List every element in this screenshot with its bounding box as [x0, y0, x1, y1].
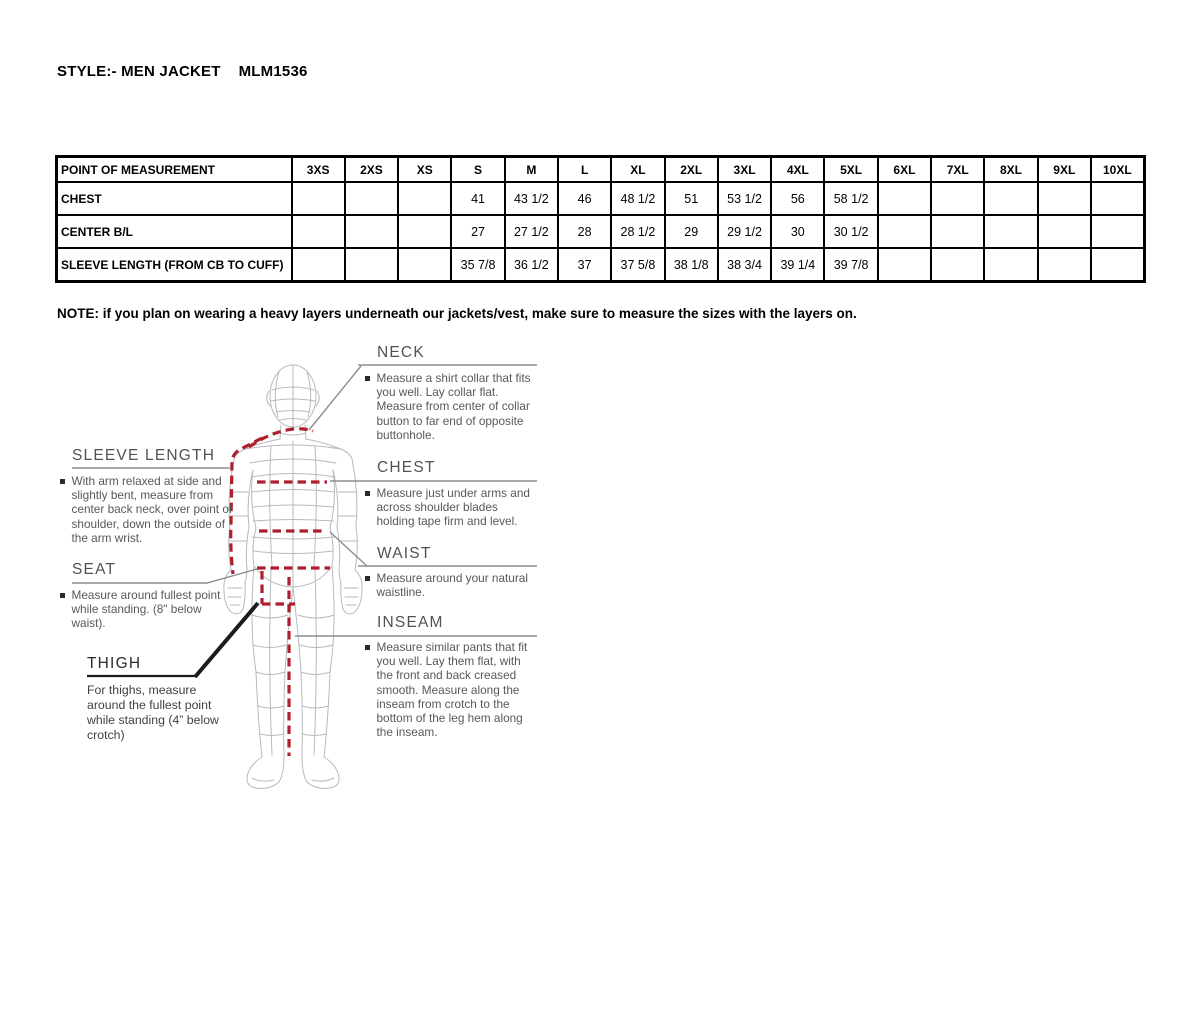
neck-label: NECK [377, 344, 425, 361]
waist-desc: Measure around your natural waistline. [365, 571, 537, 599]
size-column-header: 7XL [931, 157, 984, 183]
size-column-header: L [558, 157, 611, 183]
size-value-cell: 30 [771, 215, 824, 248]
size-value-cell: 51 [665, 182, 718, 215]
size-column-header: M [505, 157, 558, 183]
seat-label: SEAT [72, 561, 117, 578]
measurement-row-label: SLEEVE LENGTH (FROM CB TO CUFF) [57, 248, 292, 282]
bullet-icon [60, 593, 65, 598]
style-code: MLM1536 [238, 63, 308, 80]
waist-connector-line [330, 532, 367, 566]
size-value-cell: 29 1/2 [718, 215, 771, 248]
size-value-cell: 41 [451, 182, 504, 215]
size-column-header: 2XL [665, 157, 718, 183]
size-column-header: 6XL [878, 157, 931, 183]
thigh-label: THIGH [87, 655, 142, 672]
bullet-icon [365, 376, 370, 381]
size-value-cell: 37 5/8 [611, 248, 664, 282]
sleeve-length-label: SLEEVE LENGTH [72, 447, 216, 464]
size-column-header: 4XL [771, 157, 824, 183]
size-column-header: 3XS [292, 157, 345, 183]
size-value-cell: 36 1/2 [505, 248, 558, 282]
size-value-cell: 56 [771, 182, 824, 215]
size-column-header: XL [611, 157, 664, 183]
size-value-cell: 35 7/8 [451, 248, 504, 282]
size-column-header: S [451, 157, 504, 183]
size-column-header: 10XL [1091, 157, 1144, 183]
style-label: STYLE:- MEN JACKET [57, 63, 221, 80]
chest-desc: Measure just under arms and across shoulder blades holding tape firm and level. [365, 486, 537, 529]
inseam-label: INSEAM [377, 614, 444, 631]
size-value-cell: 43 1/2 [505, 182, 558, 215]
thigh-desc: For thighs, measure around the fullest point while standing (4” below crotch) [87, 683, 219, 742]
bullet-icon [365, 576, 370, 581]
measurement-row-label: CENTER B/L [57, 215, 292, 248]
size-value-cell: 53 1/2 [718, 182, 771, 215]
bullet-icon [365, 491, 370, 496]
size-value-cell: 38 3/4 [718, 248, 771, 282]
seat-desc: Measure around fullest point while standing. (8" below waist). [60, 588, 222, 631]
neck-desc: Measure a shirt collar that fits you well. Lay collar flat. Measure from center of collar button to far end of opposite buttonhole. [365, 371, 537, 442]
size-value-cell: 28 [558, 215, 611, 248]
size-value-cell: 27 [451, 215, 504, 248]
size-value-cell: 29 [665, 215, 718, 248]
size-column-header: XS [398, 157, 451, 183]
waist-label: WAIST [377, 545, 432, 562]
size-column-header: 3XL [718, 157, 771, 183]
bullet-icon [365, 645, 370, 650]
inseam-desc: Measure similar pants that fit you well. Lay them flat, with the front and back creased smooth. Measure along the inseam from crotch to the bottom of the leg hem along the inseam. [365, 640, 537, 739]
size-value-cell: 58 1/2 [824, 182, 877, 215]
sleeve-length-desc: With arm relaxed at side and slightly bent, measure from center back neck, over point of shoulder, down the outside of the arm wrist. [60, 474, 238, 545]
size-value-cell: 46 [558, 182, 611, 215]
point-of-measurement-header: POINT OF MEASUREMENT [57, 157, 292, 183]
measurement-row-label: CHEST [57, 182, 292, 215]
size-value-cell: 48 1/2 [611, 182, 664, 215]
size-value-cell: 39 1/4 [771, 248, 824, 282]
neck-connector-line [309, 366, 361, 430]
size-column-header: 8XL [984, 157, 1037, 183]
size-column-header: 5XL [824, 157, 877, 183]
size-value-cell: 27 1/2 [505, 215, 558, 248]
note-text: NOTE: if you plan on wearing a heavy layers underneath our jackets/vest, make sure to measure the sizes with the layers on. [57, 306, 857, 321]
bullet-icon [60, 479, 65, 484]
thigh-measure-line [262, 571, 295, 604]
size-value-cell: 39 7/8 [824, 248, 877, 282]
size-value-cell: 37 [558, 248, 611, 282]
size-value-cell: 28 1/2 [611, 215, 664, 248]
size-column-header: 9XL [1038, 157, 1091, 183]
size-column-header: 2XS [345, 157, 398, 183]
size-value-cell: 30 1/2 [824, 215, 877, 248]
chest-label: CHEST [377, 459, 436, 476]
size-value-cell: 38 1/8 [665, 248, 718, 282]
